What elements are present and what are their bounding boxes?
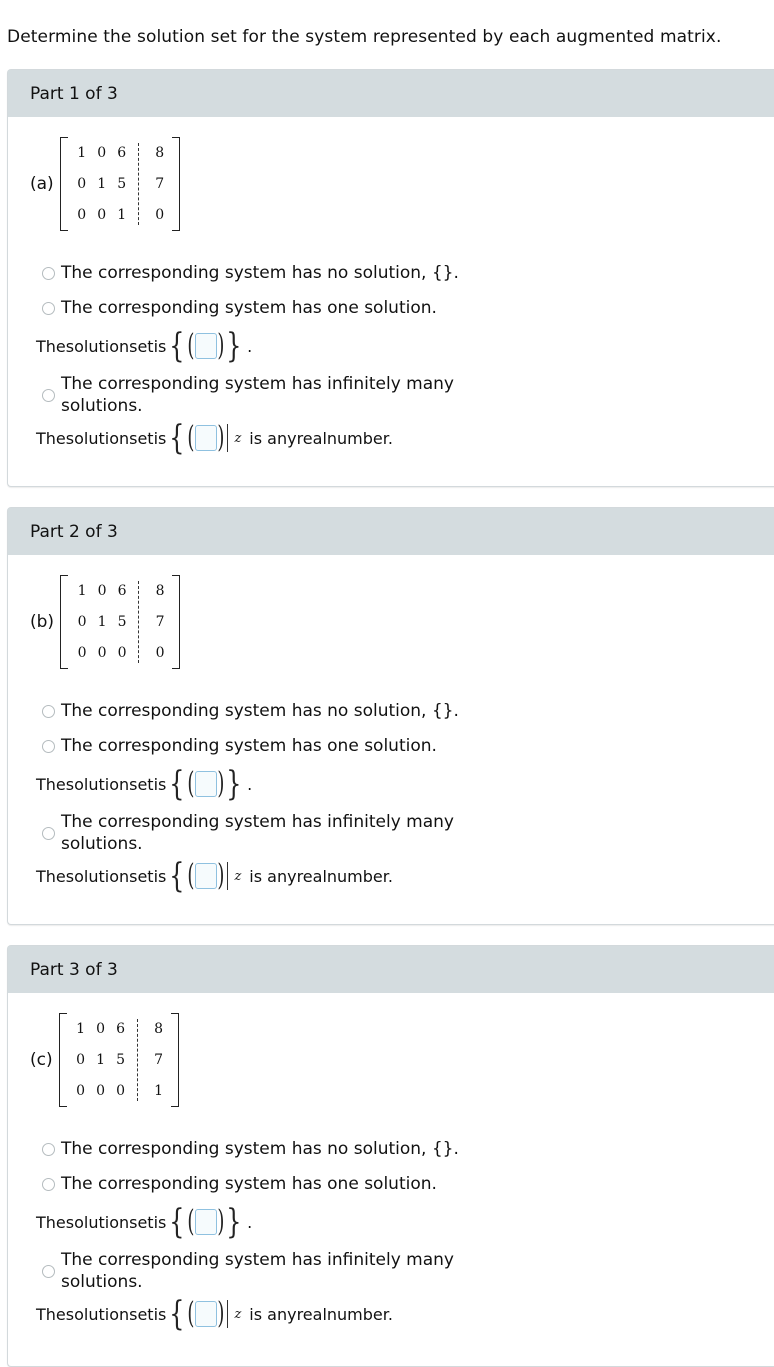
matrix-cell: 1	[77, 582, 87, 599]
option-label: The corresponding system has infinitely many solutions.	[61, 812, 454, 854]
option-label: The corresponding system has one solution.	[61, 736, 437, 756]
matrix-cell: 1	[76, 1020, 86, 1037]
matrix-augmented-cell: 1	[154, 1083, 164, 1100]
matrix-cell: 0	[97, 645, 107, 662]
radio-button[interactable]	[42, 302, 55, 315]
radio-button[interactable]	[42, 1265, 55, 1278]
matrix-cell: 0	[76, 1083, 86, 1100]
option-one-solution[interactable]	[42, 298, 437, 318]
answer-input[interactable]	[195, 333, 217, 359]
matrix-cell: 0	[116, 1083, 126, 1100]
matrix-cell: 1	[97, 175, 107, 192]
part-header: Part 3 of 3	[8, 946, 774, 993]
answer-input[interactable]	[195, 425, 217, 451]
radio-button[interactable]	[42, 267, 55, 280]
option-one-solution[interactable]	[42, 1174, 437, 1194]
radio-button[interactable]	[42, 705, 55, 718]
option-no-solution[interactable]	[42, 263, 459, 283]
infinite-solution-set: Thesolutionsetis { ( ) z is anyrealnumber.	[36, 418, 393, 458]
augmented-matrix	[30, 1013, 179, 1107]
option-label: The corresponding system has one solution.	[61, 1174, 437, 1194]
solution-set-prefix: Thesolutionsetis	[36, 428, 167, 448]
matrix-cell: 0	[77, 613, 87, 630]
matrix-augmented-cell: 7	[155, 613, 165, 630]
option-infinite-solutions[interactable]	[42, 1249, 501, 1293]
solution-set-prefix: Thesolutionsetis	[36, 866, 167, 886]
matrix-cell: 0	[76, 1051, 86, 1068]
matrix-augmented-cell: 0	[155, 645, 165, 662]
matrix-augmented-cell: 8	[154, 1020, 164, 1037]
z-variable: z	[234, 1306, 242, 1322]
augmented-matrix	[30, 575, 180, 669]
radio-button[interactable]	[42, 827, 55, 840]
matrix-cell: 1	[117, 207, 127, 224]
option-no-solution[interactable]	[42, 1139, 459, 1159]
solution-set-prefix: Thesolutionsetis	[36, 774, 167, 794]
matrix-cell: 0	[97, 207, 107, 224]
solution-set-prefix: Thesolutionsetis	[36, 336, 167, 356]
matrix-cell: 0	[96, 1083, 106, 1100]
part-2	[7, 507, 774, 925]
part-header: Part 1 of 3	[8, 70, 774, 117]
part-header: Part 2 of 3	[8, 508, 774, 555]
infinite-solution-set: Thesolutionsetis { ( ) z is anyrealnumber.	[36, 1294, 393, 1334]
matrix-cell: 1	[97, 613, 107, 630]
matrix-cell: 5	[116, 1051, 126, 1068]
radio-button[interactable]	[42, 1143, 55, 1156]
any-real-text: is anyrealnumber.	[249, 428, 393, 448]
matrix-cell: 0	[97, 582, 107, 599]
option-label: The corresponding system has no solution, {}.	[61, 701, 459, 721]
matrix-label: (a)	[30, 174, 54, 194]
radio-button[interactable]	[42, 389, 55, 402]
matrix-cell: 0	[96, 1020, 106, 1037]
radio-button[interactable]	[42, 1178, 55, 1191]
any-real-text: is anyrealnumber.	[249, 1304, 393, 1324]
one-solution-set: Thesolutionsetis { ( ) } .	[36, 764, 253, 804]
matrix-cell: 0	[77, 207, 87, 224]
matrix-augmented-cell: 8	[155, 582, 165, 599]
option-label: The corresponding system has infinitely many solutions.	[61, 1250, 454, 1292]
solution-set-prefix: Thesolutionsetis	[36, 1212, 167, 1232]
matrix-cell: 5	[117, 175, 127, 192]
instructions: Determine the solution set for the system represented by each augmented matrix.	[7, 27, 722, 47]
option-label: The corresponding system has no solution, {}.	[61, 1139, 459, 1159]
matrix-cell: 0	[117, 645, 127, 662]
answer-input[interactable]	[195, 771, 217, 797]
option-no-solution[interactable]	[42, 701, 459, 721]
option-label: The corresponding system has no solution, {}.	[61, 263, 459, 283]
option-label: The corresponding system has infinitely many solutions.	[61, 374, 454, 416]
matrix-label: (b)	[30, 612, 55, 632]
option-infinite-solutions[interactable]	[42, 373, 501, 417]
matrix-label: (c)	[30, 1050, 53, 1070]
matrix-augmented-cell: 0	[155, 207, 165, 224]
matrix-cell: 0	[97, 144, 107, 161]
option-infinite-solutions[interactable]	[42, 811, 501, 855]
z-variable: z	[234, 868, 242, 884]
part-3	[7, 945, 774, 1367]
matrix-cell: 6	[116, 1020, 126, 1037]
matrix-cell: 1	[77, 144, 87, 161]
any-real-text: is anyrealnumber.	[249, 866, 393, 886]
matrix-cell: 0	[77, 175, 87, 192]
answer-input[interactable]	[195, 1301, 217, 1327]
matrix-augmented-cell: 7	[155, 175, 165, 192]
augmented-matrix	[30, 137, 180, 231]
matrix-cell: 1	[96, 1051, 106, 1068]
infinite-solution-set: Thesolutionsetis { ( ) z is anyrealnumber.	[36, 856, 393, 896]
one-solution-set: Thesolutionsetis { ( ) } .	[36, 1202, 253, 1242]
answer-input[interactable]	[195, 863, 217, 889]
part-1	[7, 69, 774, 487]
one-solution-set: Thesolutionsetis { ( ) } .	[36, 326, 253, 366]
matrix-augmented-cell: 7	[154, 1051, 164, 1068]
matrix-cell: 5	[117, 613, 127, 630]
option-label: The corresponding system has one solution.	[61, 298, 437, 318]
matrix-cell: 0	[77, 645, 87, 662]
solution-set-prefix: Thesolutionsetis	[36, 1304, 167, 1324]
answer-input[interactable]	[195, 1209, 217, 1235]
matrix-cell: 6	[117, 144, 127, 161]
matrix-cell: 6	[117, 582, 127, 599]
z-variable: z	[234, 430, 242, 446]
option-one-solution[interactable]	[42, 736, 437, 756]
matrix-augmented-cell: 8	[155, 144, 165, 161]
radio-button[interactable]	[42, 740, 55, 753]
